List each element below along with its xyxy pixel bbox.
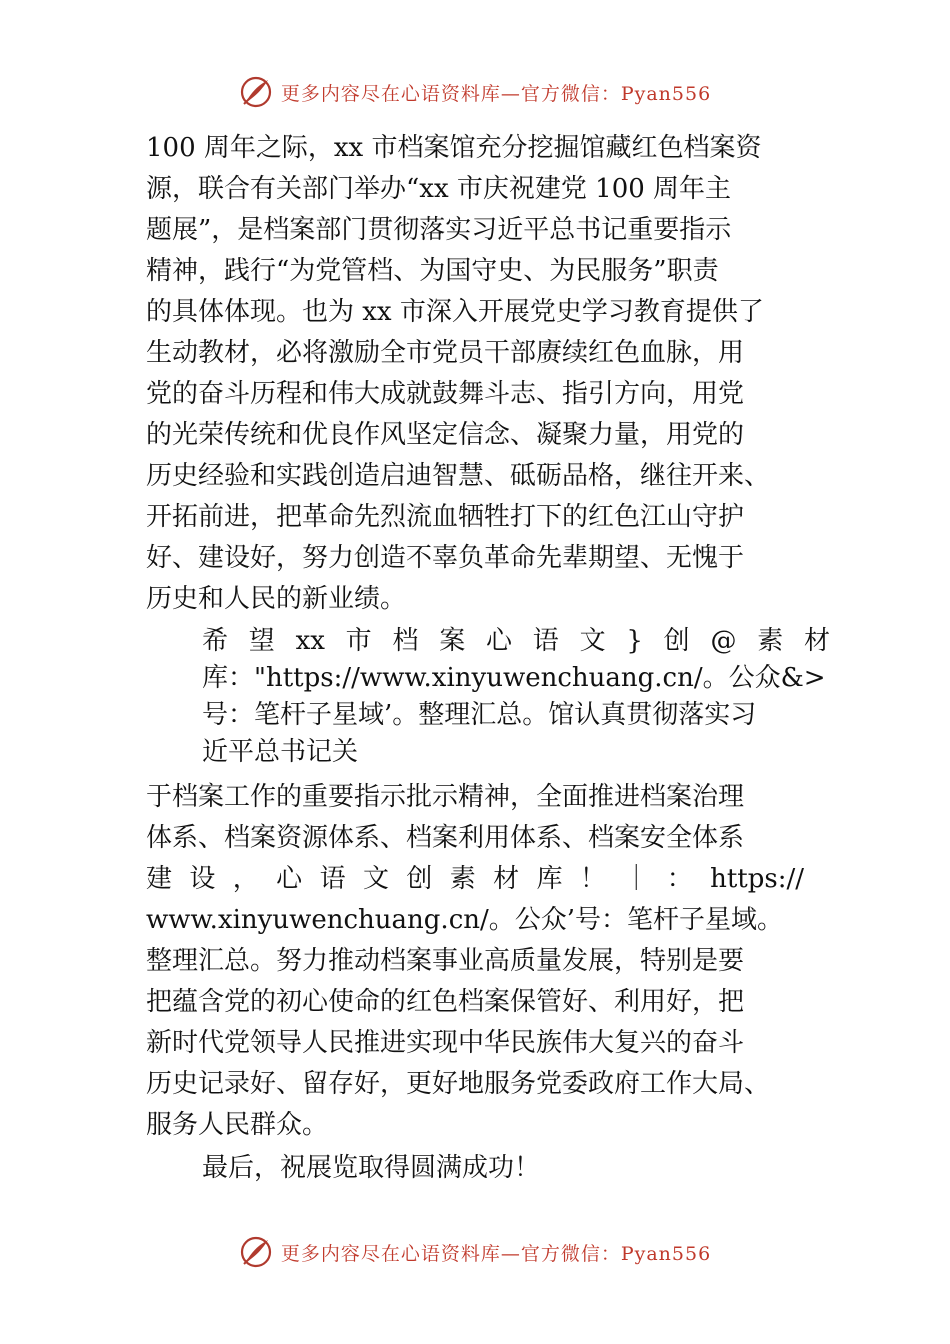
- spaced-char: 文: [579, 626, 606, 656]
- text-line: 服务人民群众。: [146, 1110, 329, 1140]
- footer-banner: [0, 1232, 950, 1272]
- spaced-char: 案: [439, 626, 466, 656]
- text-line: 题展”，是档案部门贯彻落实习近平总书记重要指示: [146, 215, 732, 245]
- spaced-char: ，: [232, 864, 259, 894]
- text-line: 整理汇总。努力推动档案事业高质量发展，特别是要: [146, 946, 745, 976]
- spaced-char: xx: [295, 626, 325, 656]
- spaced-char: 材: [803, 626, 830, 656]
- text-line: 生动教材，必将激励全市党员干部赓续红色血脉，用: [146, 338, 745, 368]
- text-line: 的光荣传统和优良作风坚定信念、凝聚力量，用党的: [146, 420, 745, 450]
- text-line: 把蕴含党的初心使命的红色档案保管好、利用好，把: [146, 987, 745, 1017]
- spaced-char: 素: [449, 864, 476, 894]
- header-banner: [0, 72, 950, 112]
- spaced-char: }: [626, 626, 643, 656]
- spaced-char: ｜: [623, 864, 650, 894]
- text-line: 100 周年之际，xx 市档案馆充分挖掘馆藏红色档案资: [146, 133, 762, 163]
- spaced-char: 心: [486, 626, 513, 656]
- spaced-char: 创: [663, 626, 690, 656]
- spaced-text-line: [146, 859, 804, 899]
- text-line: 精神，践行“为党管档、为国守史、为民服务”职责: [146, 256, 719, 286]
- spaced-char: 库: [536, 864, 563, 894]
- spaced-char: 希: [202, 626, 229, 656]
- feather-pen-logo-icon: [239, 75, 273, 109]
- text-line: 党的奋斗历程和伟大成就鼓舞斗志、指引方向，用党: [146, 379, 745, 409]
- text-line: 库："https://www.xinyuwenchuang.cn/。公众&>: [202, 663, 826, 693]
- text-line: 新时代党领导人民推进实现中华民族伟大复兴的奋斗: [146, 1028, 745, 1058]
- spaced-char: 语: [532, 626, 559, 656]
- feather-pen-logo-icon: [239, 1235, 273, 1269]
- text-line: 体系、档案资源体系、档案利用体系、档案安全体系: [146, 823, 745, 853]
- spaced-char: @: [710, 626, 737, 656]
- text-line: 源，联合有关部门举办“xx 市庆祝建党 100 周年主: [146, 174, 732, 204]
- spaced-char: 市: [345, 626, 372, 656]
- spaced-char: ：: [666, 864, 693, 894]
- spaced-char: 素: [757, 626, 784, 656]
- text-line: 近平总书记关: [202, 737, 359, 767]
- spaced-char: 设: [189, 864, 216, 894]
- text-line: 号：笔杆子星域’。整理汇总。馆认真贯彻落实习: [202, 700, 757, 730]
- spaced-char: 材: [493, 864, 520, 894]
- spaced-char: 心: [276, 864, 303, 894]
- spaced-char: 文: [362, 864, 389, 894]
- spaced-char: 望: [248, 626, 275, 656]
- spaced-char: 档: [392, 626, 419, 656]
- banner-text: 更多内容尽在心语资料库—官方微信：Pyan556: [280, 82, 712, 105]
- spaced-char: https://: [710, 864, 804, 894]
- closing-line: 最后，祝展览取得圆满成功！: [202, 1153, 541, 1183]
- spaced-char: 建: [146, 864, 173, 894]
- text-line: 历史和人民的新业绩。: [146, 584, 407, 614]
- text-line: 开拓前进，把革命先烈流血牺牲打下的红色江山守护: [146, 502, 745, 532]
- spaced-text-line: [202, 621, 830, 661]
- spaced-char: 语: [319, 864, 346, 894]
- spaced-char: 创: [406, 864, 433, 894]
- spaced-char: ！: [579, 864, 606, 894]
- text-line: www.xinyuwenchuang.cn/。公众’号：笔杆子星域。: [146, 905, 784, 935]
- text-line: 历史经验和实践创造启迪智慧、砥砺品格，继往开来、: [146, 461, 771, 491]
- text-line: 于档案工作的重要指示批示精神，全面推进档案治理: [146, 782, 745, 812]
- banner-text: 更多内容尽在心语资料库—官方微信：Pyan556: [280, 1242, 712, 1265]
- text-line: 的具体体现。也为 xx 市深入开展党史学习教育提供了: [146, 297, 764, 327]
- text-line: 好、建设好，努力创造不辜负革命先辈期望、无愧于: [146, 543, 745, 573]
- text-line: 历史记录好、留存好，更好地服务党委政府工作大局、: [146, 1069, 771, 1099]
